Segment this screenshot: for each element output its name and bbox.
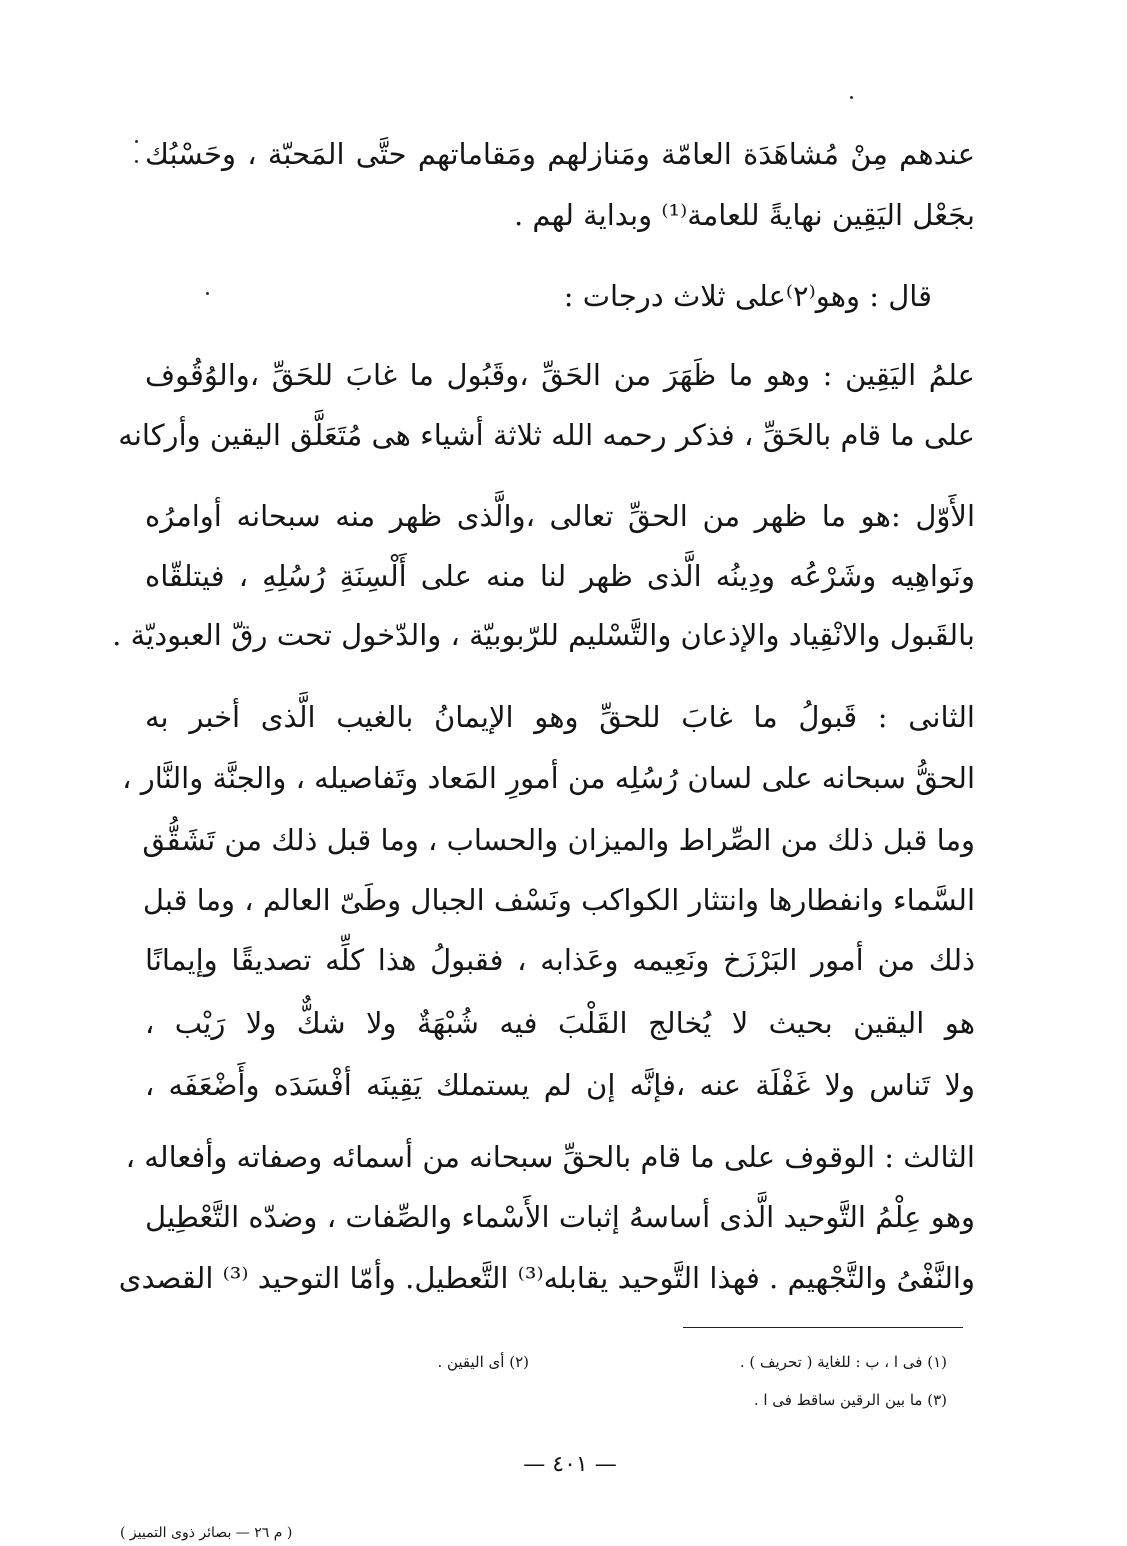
text-line-12: السَّماء وانفطارها وانتثار الكواكب ونَسْف الجبال وطَىّ العالم ، وما قبل <box>142 883 975 917</box>
text-line-4: علمُ اليَقِين : وهو ما ظَهَرَ من الحَقِّ ،وقَبُول ما غابَ للحَقِّ ،والوُقُوف <box>145 358 975 392</box>
text-line-16: الثالث : الوقوف على ما قام بالحقِّ سبحانه من أسمائه وصفاته وأفعاله ، <box>125 1140 975 1174</box>
text-line-3: قال : وهو⁽٢⁾على ثلاث درجات : <box>563 279 932 313</box>
text-line-18: والنَّفْىُ والتَّجْهيم . فهذا التَّوحيد يقابله⁽³⁾ التَّعطيل. وأمّا التوحيد ⁽³⁾ القصدى <box>118 1261 975 1295</box>
scan-speck <box>206 292 209 295</box>
text-line-14: هو اليقين بحيث لا يُخالج القَلْبَ فيه شُبْهَةٌ ولا شكٌّ ولا رَيْب ، <box>145 1006 975 1040</box>
footnote-2: (٢) أى اليقين . <box>437 1353 529 1371</box>
text-line-17: وهو عِلْمُ التَّوحيد الَّذى أساسهُ إثبات الأَسْماء والصِّفات ، وضدّه التَّعْطِيل <box>145 1200 975 1234</box>
text-line-10: الحقُّ سبحانه على لسان رُسُلِه من أمورِ المَعاد وتَفاصيله ، والجنَّة والنَّار ، <box>122 761 975 795</box>
text-line-15: ولا تَناس ولا غَفْلَة عنه ،فإنَّه إن لم يستملك يَقِينَه أفْسَدَه وأَضْعَفَه ، <box>145 1068 975 1102</box>
text-line-5: على ما قام بالحَقِّ ، فذكر رحمه الله ثلاثة أشياء هى مُتَعَلَّق اليقين وأركانه <box>118 418 975 452</box>
footnote-3: (٣) ما بين الرقين ساقط فى ا . <box>753 1391 947 1409</box>
footnote-separator <box>683 1327 963 1328</box>
text-line-11: وما قبل ذلك من الصِّراط والميزان والحساب ، وما قبل ذلك من تَشَقُّق <box>142 823 975 857</box>
text-line-13: ذلك من أمور البَرْزَخ ونَعِيمه وعَذابه ، فقبولُ هذا كلِّه تصديقًا وإيمانًا <box>145 943 975 977</box>
text-line-2: بجَعْل اليَقِين نهايةً للعامة⁽¹⁾ وبداية لهم . <box>513 198 975 232</box>
text-line-8: بالقَبول والانْقِياد والإذعان والتَّسْليم للرّبوبيّة ، والدّخول تحت رقّ العبوديّة . <box>112 618 975 652</box>
printer-signature: ( م ٢٦ — بصائر ذوى التمييز ) <box>120 1525 293 1541</box>
text-line-1: عندهم مِنْ مُشاهَدَة العامّة ومَنازلهم ومَقاماتهم حتَّى المَحبّة ، وحَسْبُك <box>145 137 975 171</box>
scan-speck <box>135 140 138 143</box>
scan-speck <box>135 160 138 163</box>
footnote-1: (١) فى ا ، ب : للغاية ( تحريف ) . <box>739 1353 947 1371</box>
scan-speck <box>850 96 853 99</box>
text-line-9: الثانى : قَبولُ ما غابَ للحقِّ وهو الإيمانُ بالغيب الَّذى أخبر به <box>145 700 975 734</box>
page-number: — ٤٠١ — <box>523 1452 617 1477</box>
text-line-7: ونَواهِيه وشَرْعُه ودِينُه الَّذى ظهر لنا منه على أَلْسِنَةِ رُسُلِهِ ، فيتلقّاه <box>145 559 975 593</box>
text-line-6: الأَوّل :هو ما ظهر من الحقِّ تعالى ،والَّذى ظهر منه سبحانه أوامرُه <box>145 499 975 533</box>
